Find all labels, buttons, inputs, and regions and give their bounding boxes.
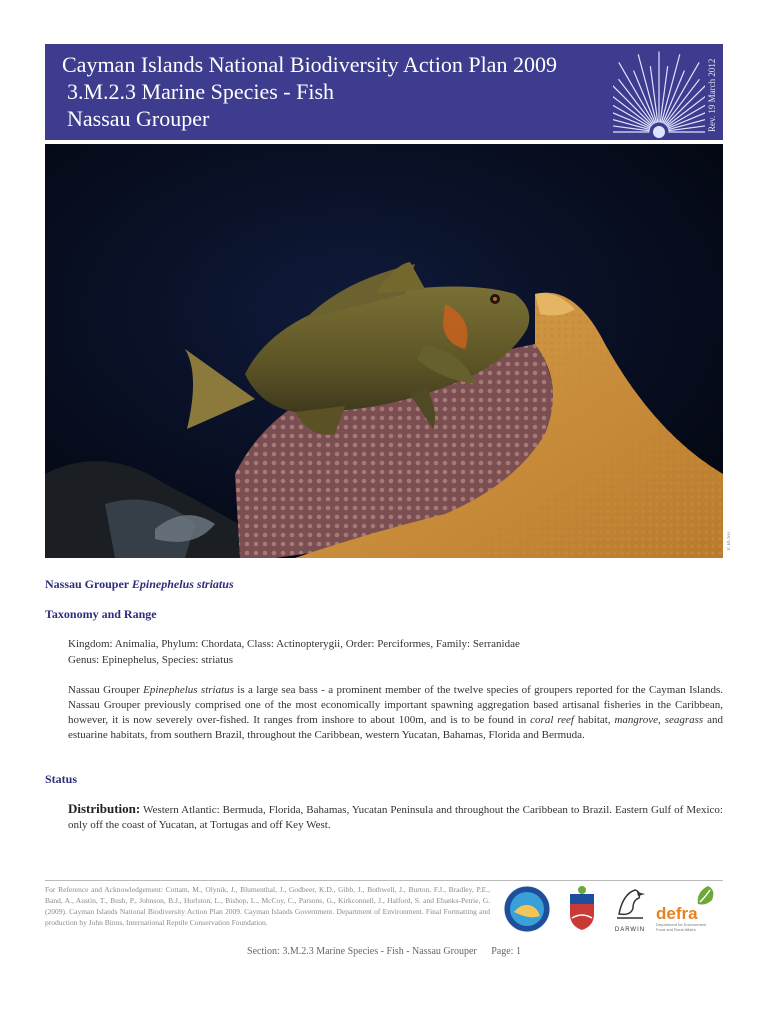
defra-subtitle: Department for Environment Food and Rural Affairs xyxy=(656,922,707,932)
genus-line: Genus: Epinephelus, Species: striatus xyxy=(68,654,233,666)
common-name: Nassau Grouper xyxy=(45,577,129,591)
kingdom-line: Kingdom: Animalia, Phylum: Chordata, Class: Actinopterygii, Order: Perciformes, Family: Serranidae xyxy=(68,638,520,650)
desc-text-2: is a large sea bass - a prominent member of the twelve species of groupers reported for the Cayman Islands. Nassau Grouper previously comprised one of the most economically important spawning aggregation based artisanal fisheries in the Caribbean, however, it is now severely over-fished. It ranges from inshore to about 100m, and is to be found in xyxy=(68,684,723,726)
desc-text-1: Nassau Grouper xyxy=(68,684,144,696)
habitat-seagrass: seagrass xyxy=(664,714,704,726)
defra-logo xyxy=(656,884,724,932)
title-line-3: Nassau Grouper xyxy=(67,106,210,131)
doe-logo-icon xyxy=(502,884,552,934)
revision-date: Rev. 19 March 2012 xyxy=(707,58,717,132)
footer-divider xyxy=(45,880,723,881)
darwin-label: DARWIN xyxy=(614,927,646,933)
title-banner xyxy=(45,44,723,140)
habitat-coral-reef: coral reef xyxy=(530,714,574,726)
distribution-paragraph xyxy=(45,801,723,833)
cayman-crest-icon xyxy=(562,884,602,934)
defra-leaf-icon xyxy=(694,884,718,906)
desc-text-4: , xyxy=(658,714,665,726)
habitat-mangrove: mangrove xyxy=(614,714,659,726)
species-description xyxy=(68,683,723,743)
partner-logos xyxy=(502,884,724,940)
page-footer xyxy=(0,946,768,957)
scientific-name: Epinephelus striatus xyxy=(131,577,234,591)
taxonomy-heading: Taxonomy and Range xyxy=(45,607,157,621)
sunburst-icon xyxy=(613,46,705,138)
status-heading: Status xyxy=(45,772,78,786)
defra-wordmark: defra xyxy=(656,904,698,923)
distribution-text: Western Atlantic: Bermuda, Florida, Bahamas, Yucatan Peninsula and throughout the Caribbean to Brazil. Eastern Gulf of Mexico: only off the coast of Yucatan, at Tortugas and off Key West. xyxy=(68,804,723,831)
distribution-label: Distribution: xyxy=(68,801,141,816)
darwin-initiative-logo xyxy=(610,884,650,933)
footer-section: Section: 3.M.2.3 Marine Species - Fish - Nassau Grouper xyxy=(247,946,477,957)
footer-page-number: Page: 1 xyxy=(491,946,521,957)
title-line-1: Cayman Islands National Biodiversity Action Plan 2009 xyxy=(62,52,557,77)
photo-credit: P. BUSH xyxy=(727,532,732,551)
darwin-bird-icon xyxy=(613,884,647,922)
reference-text: For Reference and Acknowledgement: Cottam, M., Olynik, J., Blumenthal, J., Godbeer, K.D., Gibb, J., Bothwell, J., Burton, F.J., Bradley, P.E., Band, A., Austin, T., Bush, P., Johnson, B.J., Hurlston, L., Bishop, L., McCoy, C., Parsons, G., Kirkconnell, J., Halford, S. and Ebanks-Petrie, G. (2009). Cayman Islands National Biodiversity Action Plan 2009. Cayman Islands Government. Department of Environment. Final Formatting and production by John Binns, International Reptile Conservation Foundation. xyxy=(45,885,490,927)
title-line-2: 3.M.2.3 Marine Species - Fish xyxy=(67,79,335,104)
grouper-photo xyxy=(45,144,723,558)
desc-text-5: and estuarine habitats, from southern Brazil, throughout the Caribbean, western Yucatan, Bahamas, Florida and Bermuda. xyxy=(68,714,723,741)
desc-scientific-name: Epinephelus striatus xyxy=(143,684,234,696)
species-heading xyxy=(45,577,234,592)
desc-text-3: habitat, xyxy=(573,714,615,726)
